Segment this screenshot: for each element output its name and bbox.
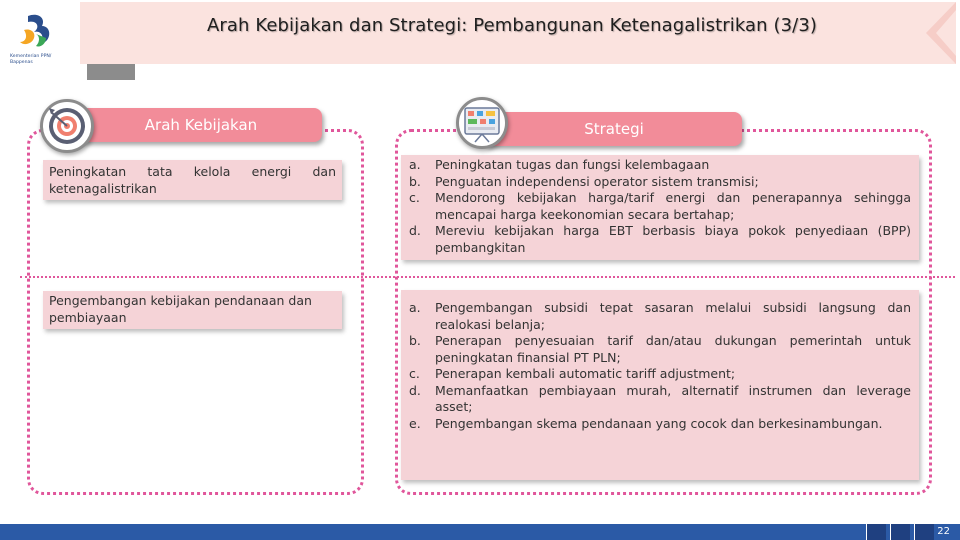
strategy-item [409, 333, 911, 366]
bappenas-logo [6, 10, 66, 66]
strategy-board-icon [456, 97, 508, 149]
strategy-text: Mereviu kebijakan harga EBT berbasis biaya pokok penyediaan (BPP) pembangkitan [435, 223, 911, 255]
strategy-text: Mendorong kebijakan harga/tarif energi dan penerapannya sehingga mencapai harga keekonomian secara bertahap; [435, 190, 911, 222]
strategy-box-1 [401, 155, 919, 260]
policy-header: Arah Kebijakan [80, 108, 322, 142]
strategy-letter: c. [409, 366, 420, 381]
footer-square [890, 524, 910, 540]
strategy-text: Penguatan independensi operator sistem transmisi; [435, 173, 759, 189]
logo-mark-icon [6, 10, 66, 54]
strategy-item [409, 223, 911, 256]
strategy-item [409, 157, 911, 174]
strategy-board-graphic [459, 100, 505, 146]
strategy-text: Penerapan kembali automatic tariff adjustment; [435, 366, 736, 381]
footer-square [914, 524, 934, 540]
strategy-text: Memanfaatkan pembiayaan murah, alternatif instrumen dan leverage asset; [435, 382, 911, 414]
logo-line2: Bappenas [10, 59, 33, 65]
strategy-item [409, 190, 911, 223]
policy-item-1: Peningkatan tata kelola energi dan ketenagalistrikan [43, 160, 342, 200]
strategy-item [409, 383, 911, 416]
strategy-text: Pengembangan skema pendanaan yang cocok dan berkesinambungan. [435, 415, 883, 431]
page-title: Arah Kebijakan dan Strategi: Pembangunan Ketenagalistrikan (3/3) [206, 15, 818, 36]
strategy-list-1 [409, 157, 911, 256]
strategy-item [409, 300, 911, 333]
strategy-letter: d. [409, 382, 421, 398]
strategy-letter: b. [409, 333, 421, 348]
strategy-letter: d. [409, 223, 421, 238]
strategy-item [409, 366, 911, 383]
strategy-list-2 [409, 300, 911, 432]
logo-line1: Kementerian PPN/ [10, 54, 52, 59]
policy-item-2: Pengembangan kebijakan pendanaan dan pembiayaan [43, 291, 342, 329]
strategy-letter: e. [409, 415, 421, 431]
strategy-header: Strategi [486, 112, 742, 146]
strategy-box-2 [401, 290, 919, 480]
row-separator [20, 276, 955, 278]
strategy-letter: b. [409, 173, 421, 189]
strategy-text: Peningkatan tugas dan fungsi kelembagaan [435, 157, 710, 172]
strategy-item [409, 416, 911, 433]
strategy-text: Pengembangan subsidi tepat sasaran melalui subsidi langsung dan realokasi belanja; [435, 300, 911, 332]
strategy-letter: c. [409, 190, 420, 205]
strategy-letter: a. [409, 157, 421, 172]
page-number: 22 [937, 526, 950, 537]
target-graphic [43, 102, 91, 150]
footer-bar [0, 524, 960, 540]
strategy-text: Penerapan penyesuaian tarif dan/atau dukungan pemerintah untuk peningkatan finansial PT PLN; [435, 333, 911, 365]
strategy-item [409, 174, 911, 191]
strategy-letter: a. [409, 300, 421, 315]
target-icon [40, 99, 94, 153]
footer-square [866, 524, 886, 540]
